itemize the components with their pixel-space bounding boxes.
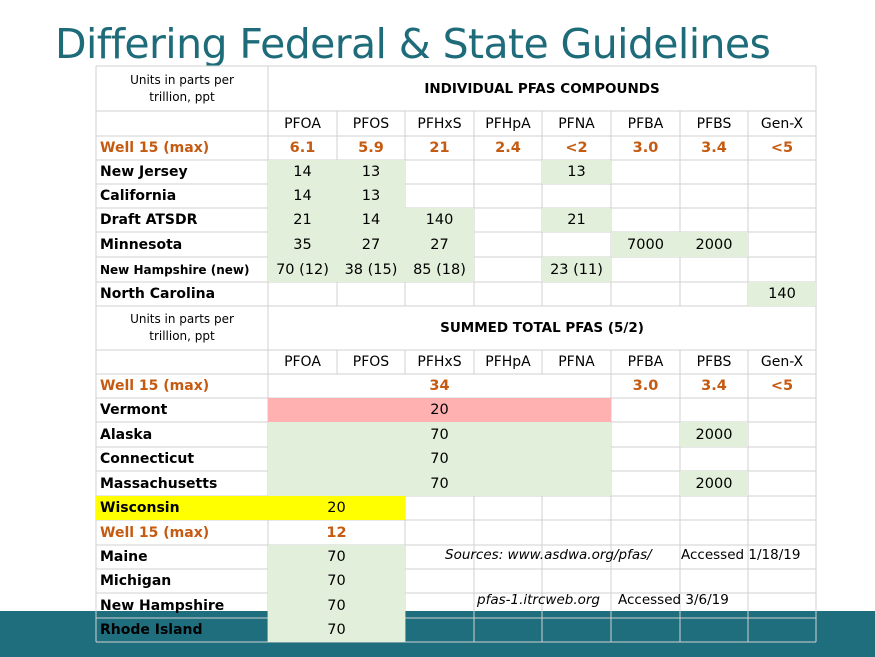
source-accessed-1: Accessed 1/18/19 — [681, 547, 801, 563]
row-label: New Hampshire (new) — [100, 262, 250, 277]
row-label: Massachusetts — [100, 475, 218, 492]
units-label: Units in parts per trillion, ppt — [130, 72, 234, 104]
row-label: Well 15 (max) — [100, 378, 210, 394]
summed-total-cell: 70 — [268, 618, 405, 642]
section-heading-individual: INDIVIDUAL PFAS COMPOUNDS — [424, 80, 660, 97]
row-label: North Carolina — [100, 286, 216, 302]
table-cell — [268, 282, 337, 306]
column-header-pfba: PFBA — [627, 115, 664, 132]
summed-total-cell: 12 — [326, 524, 347, 541]
table-cell — [680, 160, 748, 184]
row-label: Wisconsin — [96, 496, 268, 520]
table-cell: 38 (15) — [337, 257, 405, 282]
table-cell — [542, 282, 611, 306]
summed-total-cell: 70 — [268, 447, 611, 471]
table-cell — [611, 208, 680, 232]
table-cell: 14 — [268, 160, 337, 184]
row-label: California — [100, 188, 177, 204]
table-cell: 70 (12) — [268, 257, 337, 282]
row-label: Minnesota — [100, 236, 183, 253]
row-label: Draft ATSDR — [100, 212, 198, 228]
source-accessed-2: Accessed 3/6/19 — [618, 592, 729, 608]
column-header-gen-x: Gen-X — [760, 115, 804, 132]
table-cell: 6.1 — [289, 140, 316, 156]
table-cell: 27 — [405, 232, 474, 257]
table-cell: 14 — [268, 184, 337, 208]
table-cell — [474, 232, 542, 257]
table-cell: 2000 — [680, 232, 748, 257]
column-header-pfoa: PFOA — [284, 115, 321, 132]
column-header-pfhxs: PFHxS — [417, 115, 462, 132]
row-label: New Jersey — [100, 164, 188, 180]
section-heading-summed: SUMMED TOTAL PFAS (5/2) — [440, 320, 644, 336]
table-cell — [748, 208, 816, 232]
table-cell — [474, 160, 542, 184]
summed-total-cell: 20 — [268, 496, 405, 520]
column-header-pfhxs: PFHxS — [417, 354, 462, 370]
table-cell — [680, 208, 748, 232]
source-text-1: Sources: www.asdwa.org/pfas/ — [445, 547, 652, 563]
table-cell — [611, 184, 680, 208]
table-cell — [680, 282, 748, 306]
table-cell — [542, 184, 611, 208]
table-cell — [611, 257, 680, 282]
column-header-pfbs: PFBS — [696, 354, 732, 370]
table-cell: 14 — [337, 208, 405, 232]
column-header-pfna: PFNA — [558, 354, 595, 370]
table-cell: 27 — [337, 232, 405, 257]
row-label: Michigan — [100, 573, 172, 589]
table-cell — [611, 282, 680, 306]
column-header-pfhpa: PFHpA — [485, 115, 531, 132]
table-cell — [680, 447, 748, 471]
row-label: New Hampshire — [100, 597, 225, 614]
table-cell — [405, 282, 474, 306]
table-cell: 3.0 — [632, 378, 659, 394]
units-label-2: Units in parts per trillion, ppt — [130, 312, 234, 343]
table-cell: <5 — [770, 378, 794, 394]
source-text-2: pfas-1.itrcweb.org — [477, 592, 600, 608]
summed-total-cell: 70 — [268, 471, 611, 496]
row-label: Rhode Island — [100, 622, 203, 638]
table-cell — [748, 184, 816, 208]
column-header-pfos: PFOS — [352, 115, 390, 132]
table-cell: 7000 — [611, 232, 680, 257]
summed-total-cell: 70 — [268, 422, 611, 447]
table-cell: 2000 — [680, 422, 748, 447]
column-header-pfos: PFOS — [352, 354, 390, 370]
table-cell: 3.4 — [701, 378, 727, 394]
table-cell: 23 (11) — [542, 257, 611, 282]
table-cell: <2 — [565, 140, 588, 156]
summed-total-cell: 20 — [268, 398, 611, 422]
table-cell — [611, 160, 680, 184]
summed-total-cell: 34 — [429, 378, 450, 394]
row-label: Well 15 (max) — [100, 524, 210, 541]
table-cell — [680, 257, 748, 282]
column-header-pfhpa: PFHpA — [485, 354, 531, 370]
summed-total-cell: 70 — [268, 569, 405, 593]
table-cell: 35 — [268, 232, 337, 257]
column-header-gen-x: Gen-X — [760, 354, 804, 370]
table-cell — [405, 160, 474, 184]
row-label: Maine — [100, 549, 148, 565]
table-cell: 13 — [337, 184, 405, 208]
table-cell — [474, 184, 542, 208]
table-cell: 21 — [429, 140, 450, 156]
table-cell — [474, 208, 542, 232]
table-cell: 3.4 — [701, 140, 727, 156]
row-label: Vermont — [100, 402, 168, 418]
table-cell: 21 — [542, 208, 611, 232]
table-cell: 85 (18) — [405, 257, 474, 282]
table-cell — [680, 184, 748, 208]
table-cell — [337, 282, 405, 306]
table-cell — [474, 257, 542, 282]
slide-title: Differing Federal & State Guidelines — [55, 20, 771, 68]
table-cell: 2000 — [680, 471, 748, 496]
column-header-pfoa: PFOA — [284, 354, 321, 370]
row-label: Connecticut — [100, 451, 195, 467]
summed-total-cell: 70 — [268, 593, 405, 618]
table-cell — [748, 257, 816, 282]
table-cell: 5.9 — [358, 140, 384, 156]
table-cell: 2.4 — [495, 140, 521, 156]
table-cell — [542, 232, 611, 257]
column-header-pfna: PFNA — [558, 115, 595, 132]
table-cell — [405, 184, 474, 208]
table-cell — [748, 232, 816, 257]
table-cell: 13 — [337, 160, 405, 184]
table-cell — [680, 398, 748, 422]
table-cell: 140 — [405, 208, 474, 232]
table-cell: 3.0 — [632, 140, 659, 156]
table-cell — [474, 282, 542, 306]
table-cell: 140 — [748, 282, 816, 306]
row-label: Alaska — [100, 426, 153, 443]
column-header-pfbs: PFBS — [696, 115, 732, 132]
row-label: Well 15 (max) — [100, 140, 210, 156]
summed-total-cell: 70 — [268, 545, 405, 569]
column-header-pfba: PFBA — [627, 354, 664, 370]
table-cell — [748, 160, 816, 184]
table-cell: 13 — [542, 160, 611, 184]
table-cell: <5 — [770, 140, 794, 156]
table-cell: 21 — [268, 208, 337, 232]
